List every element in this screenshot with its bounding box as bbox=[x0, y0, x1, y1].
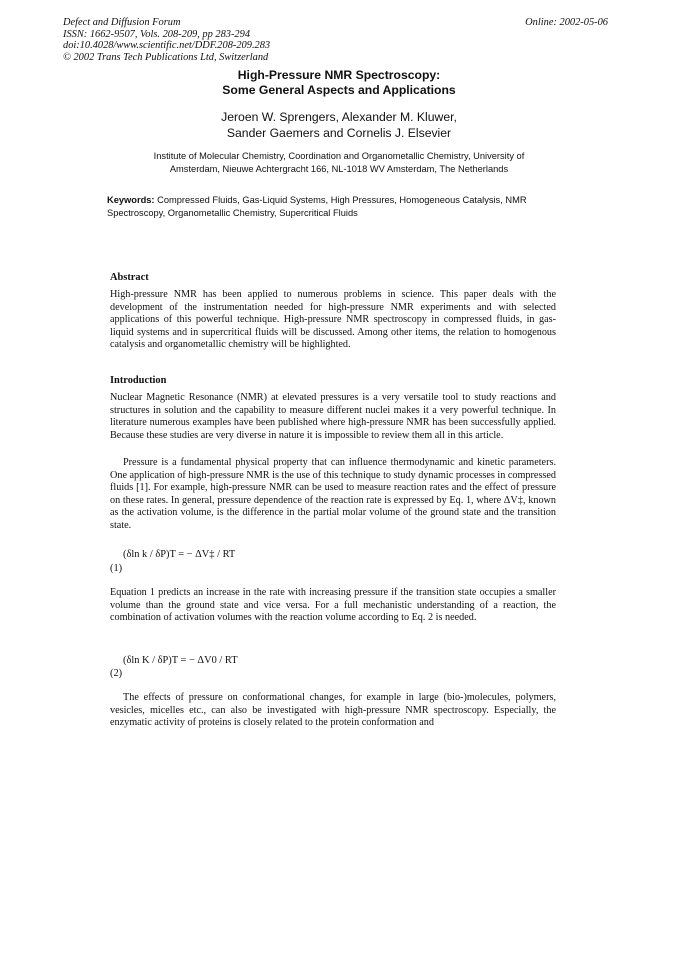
title-line-1: High-Pressure NMR Spectroscopy: bbox=[237, 68, 441, 82]
equation-2 bbox=[123, 655, 238, 667]
author-list bbox=[0, 110, 678, 141]
authors-line-1: Jeroen W. Sprengers, Alexander M. Kluwer, bbox=[221, 110, 457, 124]
introduction-heading: Introduction bbox=[110, 375, 167, 386]
intro-paragraph-2: Pressure is a fundamental physical property that can influence thermodynamic and kinetic parameters. One application of high-pressure NMR is the use of this technique to study dynamic processes in compressed fluids [1]. For example, high-pressure NMR can be used to measure reaction rates and the effect of pressure on these rates. In general, pressure dependence of the reaction rate is expressed by Eq. 1, where ΔV‡, known as the activation volume, is the difference in the partial molar volume of the ground state and the transition state. bbox=[110, 457, 556, 531]
equation-2-text: (δln K / δP)T = − ΔV0 / RT bbox=[123, 655, 238, 666]
keywords-text: Compressed Fluids, Gas-Liquid Systems, High Pressures, Homogeneous Catalysis, NMR Spectroscopy, Organometallic Chemistry, Supercritical Fluids bbox=[107, 195, 527, 218]
equation-1-number: (1) bbox=[110, 563, 123, 574]
paper-title bbox=[0, 68, 678, 98]
intro-paragraph-3: Equation 1 predicts an increase in the rate with increasing pressure if the transition state occupies a smaller volume than the ground state and vice versa. For a full mechanistic understanding of a reaction, the combination of activation volumes with the reaction volume according to Eq. 2 is needed. bbox=[110, 587, 556, 624]
title-line-2: Some General Aspects and Applications bbox=[222, 83, 456, 97]
journal-issn: ISSN: 1662-9507, Vols. 208-209, pp 283-294 bbox=[63, 28, 251, 40]
abstract-text: High-pressure NMR has been applied to numerous problems in science. This paper deals with the development of the instrumentation needed for high-pressure NMR experiments and with selected applications of this powerful technique. High-pressure NMR spectroscopy in compressed fluids, in gas-liquid systems and in supercritical fluids will be discussed. Among other items, the relation to homogenous catalysis and organometallic chemistry will be highlighted. bbox=[110, 289, 556, 351]
affiliation bbox=[0, 150, 678, 175]
journal-name: Defect and Diffusion Forum bbox=[63, 17, 181, 28]
affiliation-line-2: Amsterdam, Nieuwe Achtergracht 166, NL-1018 WV Amsterdam, The Netherlands bbox=[169, 163, 509, 174]
equation-2-number: (2) bbox=[110, 668, 123, 679]
journal-header bbox=[63, 17, 403, 63]
intro-paragraph-1: Nuclear Magnetic Resonance (NMR) at elevated pressures is a very versatile tool to study reactions and structures in solution and the capability to measure different nuclei makes it a very powerful technique. In literature numerous examples have been published where high-pressure NMR has been successfully applied. Because these studies are very diverse in nature it is impossible to review them all in this article. bbox=[110, 392, 556, 441]
journal-doi: doi:10.4028/www.scientific.net/DDF.208-209.283 bbox=[63, 40, 271, 52]
intro-paragraph-4: The effects of pressure on conformational changes, for example in large (bio-)molecules, polymers, vesicles, micelles etc., can also be investigated with high-pressure NMR spectroscopy. Especially, the enzymatic activity of proteins is closely related to the protein conformation and bbox=[110, 692, 556, 729]
authors-line-2: Sander Gaemers and Cornelis J. Elsevier bbox=[226, 125, 452, 140]
equation-1 bbox=[123, 549, 235, 561]
online-date: Online: 2002-05-06 bbox=[525, 17, 608, 28]
journal-copyright: © 2002 Trans Tech Publications Ltd, Switzerland bbox=[63, 51, 269, 63]
keywords bbox=[107, 194, 571, 219]
abstract-heading: Abstract bbox=[110, 272, 149, 283]
equation-1-text: (δln k / δP)T = − ΔV‡ / RT bbox=[123, 549, 236, 560]
keywords-label: Keywords: bbox=[107, 195, 155, 205]
affiliation-line-1: Institute of Molecular Chemistry, Coordination and Organometallic Chemistry, University of bbox=[153, 151, 525, 161]
